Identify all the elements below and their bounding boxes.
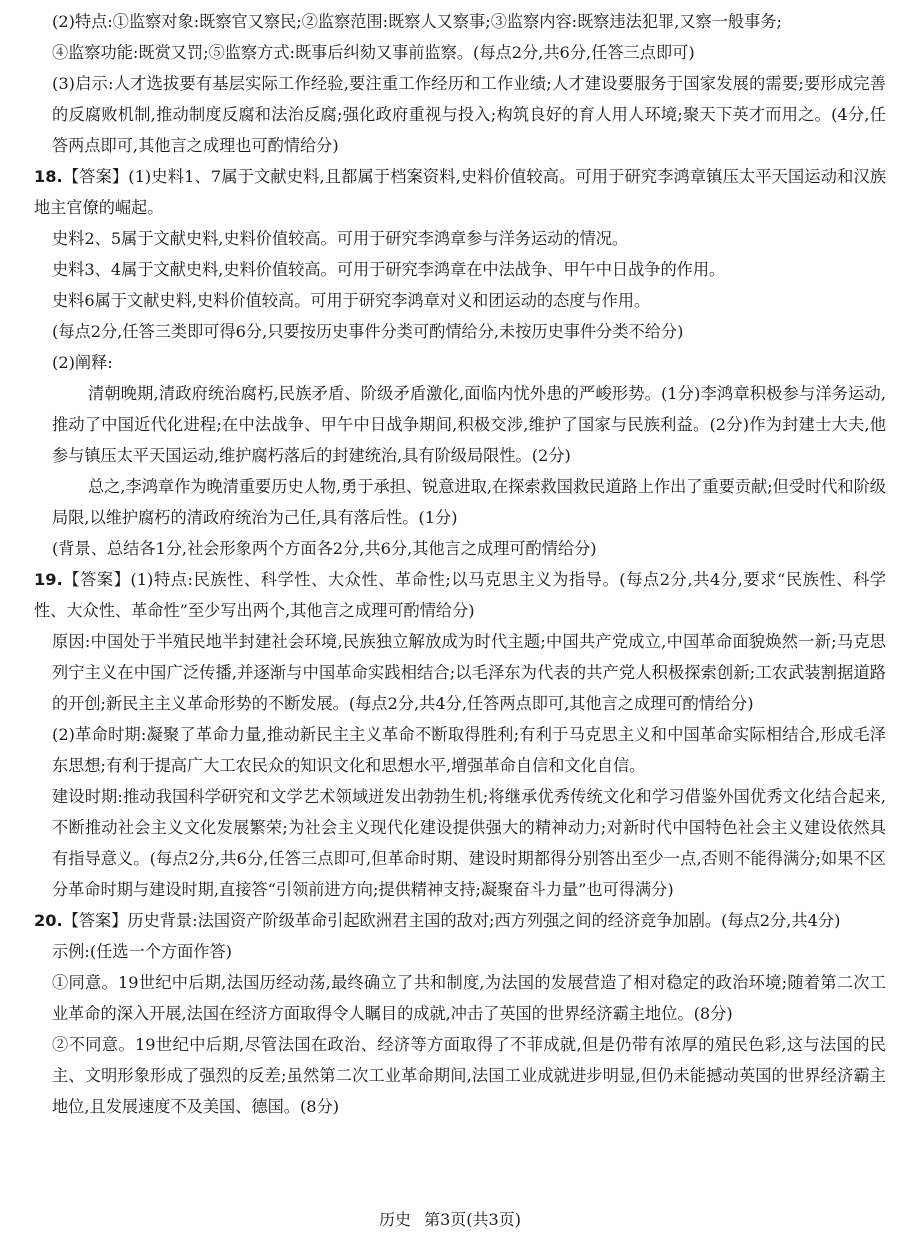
q18-scoring-2: (背景、总结各1分,社会形象两个方面各2分,共6分,其他言之成理可酌情给分): [52, 539, 597, 558]
q19-number: 19.: [34, 570, 63, 589]
q17-part2-line2: ④监察功能:既赏又罚;⑤监察方式:既事后纠劾又事前监察。(每点2分,共6分,任答三点即可): [52, 43, 695, 62]
footer-page-number: 第3页(共3页): [424, 1210, 521, 1229]
answer-content: [34, 6, 886, 1122]
q18-explanation-2: 总之,李鸿章作为晚清重要历史人物,勇于承担、锐意进取,在探索救国救民道路上作出了重要贡献;但受时代和阶级局限,以维护腐朽的清政府统治为己任,具有落后性。(1分): [52, 477, 886, 527]
q19-revolution-period: (2)革命时期:凝聚了革命力量,推动新民主主义革命不断取得胜利;有利于马克思主义和中国革命实际相结合,形成毛泽东思想;有利于提高广大工农民众的知识文化和思想水平,增强革命自信和文化自信。: [52, 725, 886, 775]
q18-scoring-1: (每点2分,任答三类即可得6分,只要按历史事件分类可酌情给分,未按历史事件分类不给分): [52, 322, 684, 341]
q19-answer-line: [34, 564, 886, 626]
q20-disagree: ②不同意。19世纪中后期,尽管法国在政治、经济等方面取得了不菲成就,但是仍带有浓厚的殖民色彩,这与法国的民主、文明形象形成了强烈的反差;虽然第二次工业革命期间,法国工业成就进步明显,但仍未能撼动英国的世界经济霸主地位,且发展速度不及美国、德国。(8分): [52, 1035, 886, 1116]
q18-answer-line: [34, 161, 886, 223]
q20: [34, 905, 886, 1122]
q19-part1: 【答案】(1)特点:民族性、科学性、大众性、革命性;以马克思主义为指导。(每点2分,共4分,要求“民族性、科学性、大众性、革命性”至少写出两个,其他言之成理可酌情给分): [34, 570, 886, 620]
q20-answer-line: [34, 905, 886, 936]
q18-source-6: 史料6属于文献史料,史料价值较高。可用于研究李鸿章对义和团运动的态度与作用。: [52, 291, 651, 310]
q18-part2-heading: (2)阐释:: [52, 353, 113, 372]
q19-reasons: 原因:中国处于半殖民地半封建社会环境,民族独立解放成为时代主题;中国共产党成立,中国革命面貌焕然一新;马克思列宁主义在中国广泛传播,并逐渐与中国革命实践相结合;以毛泽东为代表的共产党人积极探索创新;工农武装割据道路的开创;新民主主义革命形势的不断发展。(每点2分,共4分,任答两点即可,其他言之成理可酌情给分): [52, 632, 886, 713]
q17-part3: (3)启示:人才选拔要有基层实际工作经验,要注重工作经历和工作业绩;人才建设要服务于国家发展的需要;要形成完善的反腐败机制,推动制度反腐和法治反腐;强化政府重视与投入;构筑良好的育人用人环境;聚天下英才而用之。(4分,任答两点即可,其他言之成理也可酌情给分): [52, 74, 886, 155]
q20-number: 20.: [34, 911, 63, 930]
q17-tail: [34, 6, 886, 161]
q19: [34, 564, 886, 905]
q20-example-heading: 示例:(任选一个方面作答): [52, 942, 232, 961]
page-footer: [0, 1207, 900, 1230]
q18-source-2-5: 史料2、5属于文献史料,史料价值较高。可用于研究李鸿章参与洋务运动的情况。: [52, 229, 629, 248]
q17-part2-line1: (2)特点:①监察对象:既察官又察民;②监察范围:既察人又察事;③监察内容:既察违法犯罪,又察一般事务;: [52, 12, 782, 31]
q18-explanation-1: 清朝晚期,清政府统治腐朽,民族矛盾、阶级矛盾激化,面临内忧外患的严峻形势。(1分)李鸿章积极参与洋务运动,推动了中国近代化进程;在中法战争、甲午中日战争期间,积极交涉,维护了国家与民族利益。(2分)作为封建士大夫,他参与镇压太平天国运动,维护腐朽落后的封建统治,具有阶级局限性。(2分): [52, 384, 886, 465]
footer-subject: 历史: [379, 1210, 412, 1229]
q20-agree: ①同意。19世纪中后期,法国历经动荡,最终确立了共和制度,为法国的发展营造了相对稳定的政治环境;随着第二次工业革命的深入开展,法国在经济方面取得令人瞩目的成就,冲击了英国的世界经济霸主地位。(8分): [52, 973, 886, 1023]
q18-number: 18.: [34, 167, 63, 186]
q18-source-3-4: 史料3、4属于文献史料,史料价值较高。可用于研究李鸿章在中法战争、甲午中日战争的作用。: [52, 260, 726, 279]
q18: [34, 161, 886, 564]
q20-background: 【答案】历史背景:法国资产阶级革命引起欧洲君主国的敌对;西方列强之间的经济竞争加剧。(每点2分,共4分): [62, 911, 841, 930]
q19-construction-period: 建设时期:推动我国科学研究和文学艺术领域迸发出勃勃生机;将继承优秀传统文化和学习借鉴外国优秀文化结合起来,不断推动社会主义文化发展繁荣;为社会主义现代化建设提供强大的精神动力;对新时代中国特色社会主义建设依然具有指导意义。(每点2分,共6分,任答三点即可,但革命时期、建设时期都得分别答出至少一点,否则不能得满分;如果不区分革命时期与建设时期,直接答“引领前进方向;提供精神支持;凝聚奋斗力量”也可得满分): [52, 787, 886, 899]
q18-part1: 【答案】(1)史料1、7属于文献史料,且都属于档案资料,史料价值较高。可用于研究李鸿章镇压太平天国运动和汉族地主官僚的崛起。: [34, 167, 886, 217]
